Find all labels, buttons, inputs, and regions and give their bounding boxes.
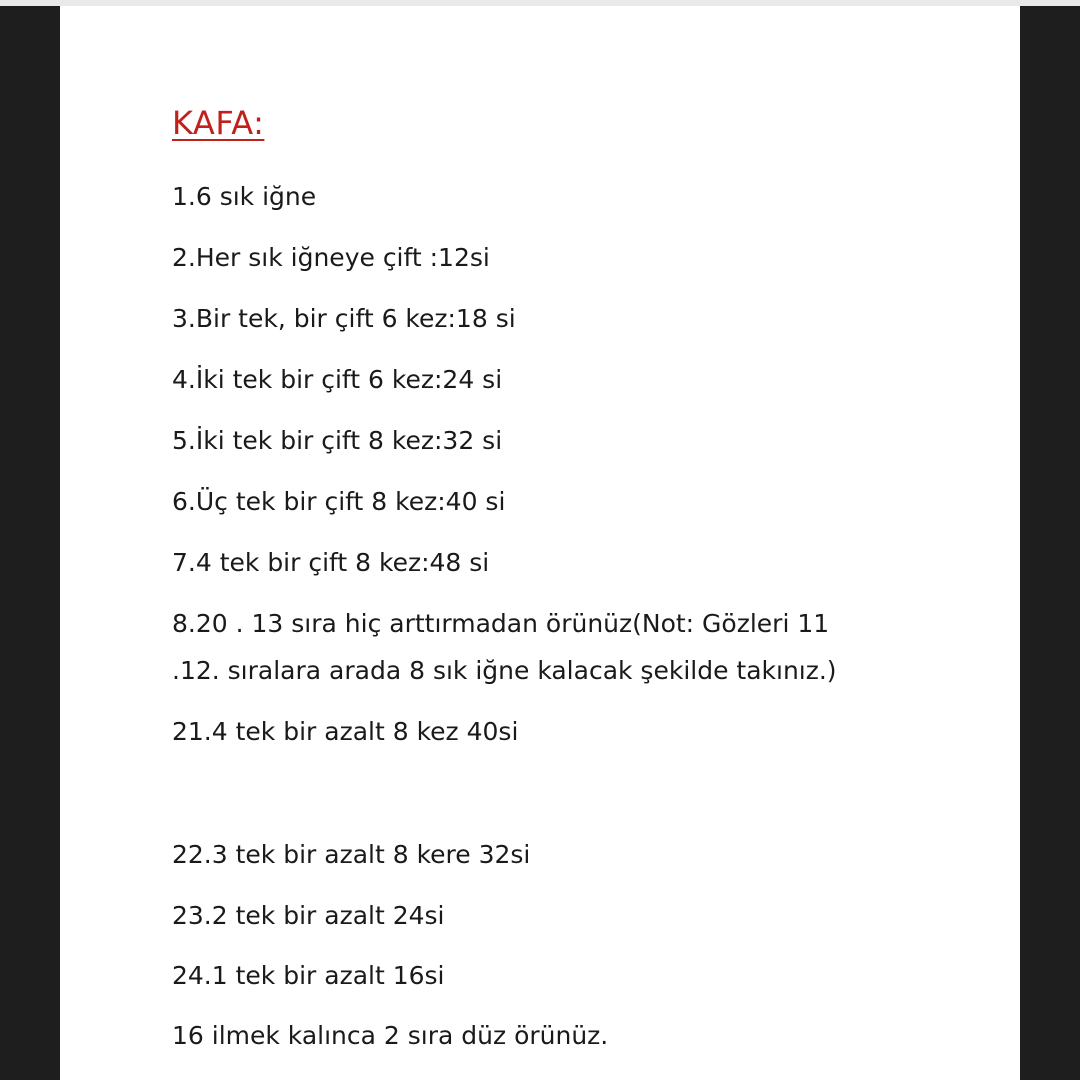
instruction-line-7: 7.4 tek bir çift 8 kez:48 si [172, 548, 490, 577]
instruction-line-8-continued: .12. sıralara arada 8 sık iğne kalacak şekilde takınız.) [172, 656, 837, 685]
instruction-line-3: 3.Bir tek, bir çift 6 kez:18 si [172, 304, 516, 333]
instruction-line-24: 24.1 tek bir azalt 16si [172, 961, 445, 990]
instruction-line-6: 6.Üç tek bir çift 8 kez:40 si [172, 487, 506, 516]
instruction-line-21: 21.4 tek bir azalt 8 kez 40si [172, 717, 519, 746]
document-page [60, 6, 1020, 1080]
instruction-line-8: 8.20 . 13 sıra hiç arttırmadan örünüz(Not: Gözleri 11 [172, 609, 830, 638]
closing-instruction: 16 ilmek kalınca 2 sıra düz örünüz. [172, 1021, 609, 1050]
instruction-line-2: 2.Her sık iğneye çift :12si [172, 243, 490, 272]
section-title: KAFA: [172, 104, 265, 142]
instruction-line-5: 5.İki tek bir çift 8 kez:32 si [172, 426, 503, 455]
instruction-line-4: 4.İki tek bir çift 6 kez:24 si [172, 365, 503, 394]
instruction-line-23: 23.2 tek bir azalt 24si [172, 901, 445, 930]
instruction-line-22: 22.3 tek bir azalt 8 kere 32si [172, 840, 531, 869]
instruction-line-1: 1.6 sık iğne [172, 182, 317, 211]
